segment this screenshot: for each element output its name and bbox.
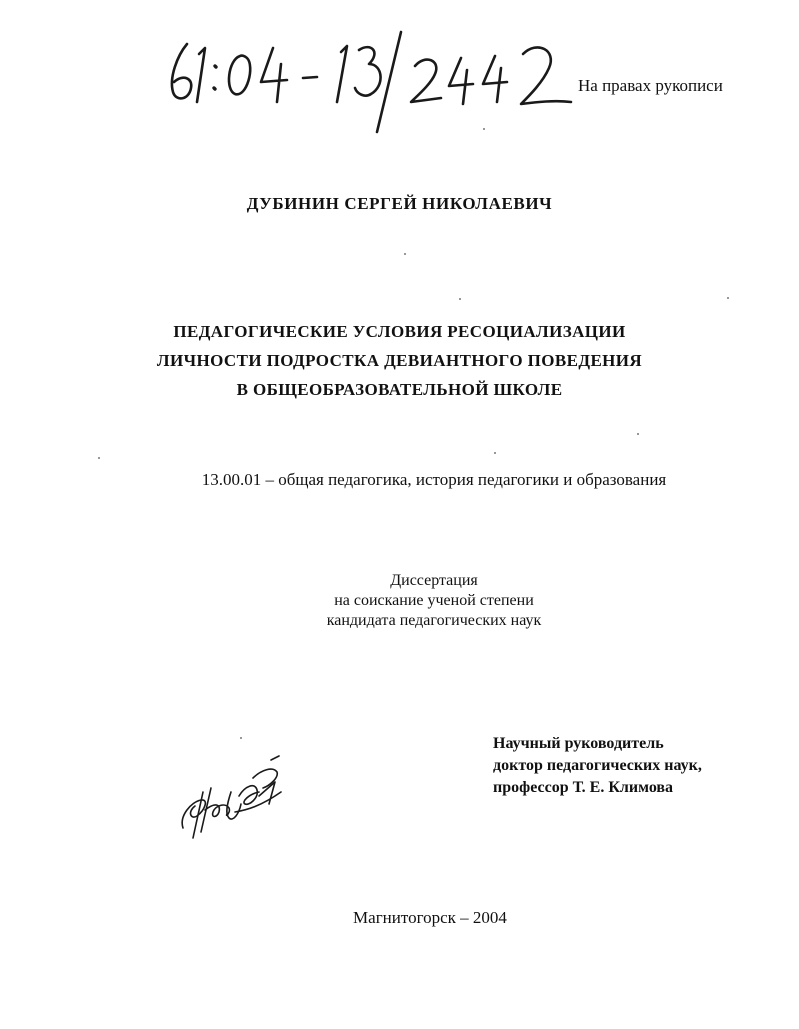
scan-speck — [98, 457, 100, 459]
supervisor-line-2: доктор педагогических наук, — [493, 757, 702, 774]
dissertation-title — [0, 317, 799, 404]
scan-speck — [727, 297, 729, 299]
author-signature — [175, 752, 290, 842]
scan-speck — [637, 433, 639, 435]
scan-speck — [483, 128, 485, 130]
scientific-supervisor — [493, 733, 702, 799]
scan-speck — [459, 298, 461, 300]
title-line-2: ЛИЧНОСТИ ПОДРОСТКА ДЕВИАНТНОГО ПОВЕДЕНИЯ — [156, 351, 643, 370]
handwritten-archive-number — [165, 26, 585, 136]
manuscript-rights-note: На правах рукописи — [578, 76, 723, 95]
scan-speck — [494, 452, 496, 454]
author-name: ДУБИНИН СЕРГЕЙ НИКОЛАЕВИЧ — [246, 194, 553, 213]
degree-line-1: Диссертация — [390, 572, 478, 589]
supervisor-line-1: Научный руководитель — [493, 735, 664, 752]
scan-speck — [240, 737, 242, 739]
city-and-year: Магнитогорск – 2004 — [353, 908, 507, 927]
specialty-code: 13.00.01 – общая педагогика, история педагогики и образования — [201, 470, 667, 489]
degree-line-3: кандидата педагогических наук — [326, 612, 542, 629]
degree-statement — [0, 571, 799, 631]
title-line-1: ПЕДАГОГИЧЕСКИЕ УСЛОВИЯ РЕСОЦИАЛИЗАЦИИ — [173, 322, 626, 341]
title-line-3: В ОБЩЕОБРАЗОВАТЕЛЬНОЙ ШКОЛЕ — [236, 380, 563, 399]
supervisor-line-3: профессор Т. Е. Климова — [493, 779, 674, 796]
scan-speck — [404, 253, 406, 255]
degree-line-2: на соискание ученой степени — [334, 592, 534, 609]
